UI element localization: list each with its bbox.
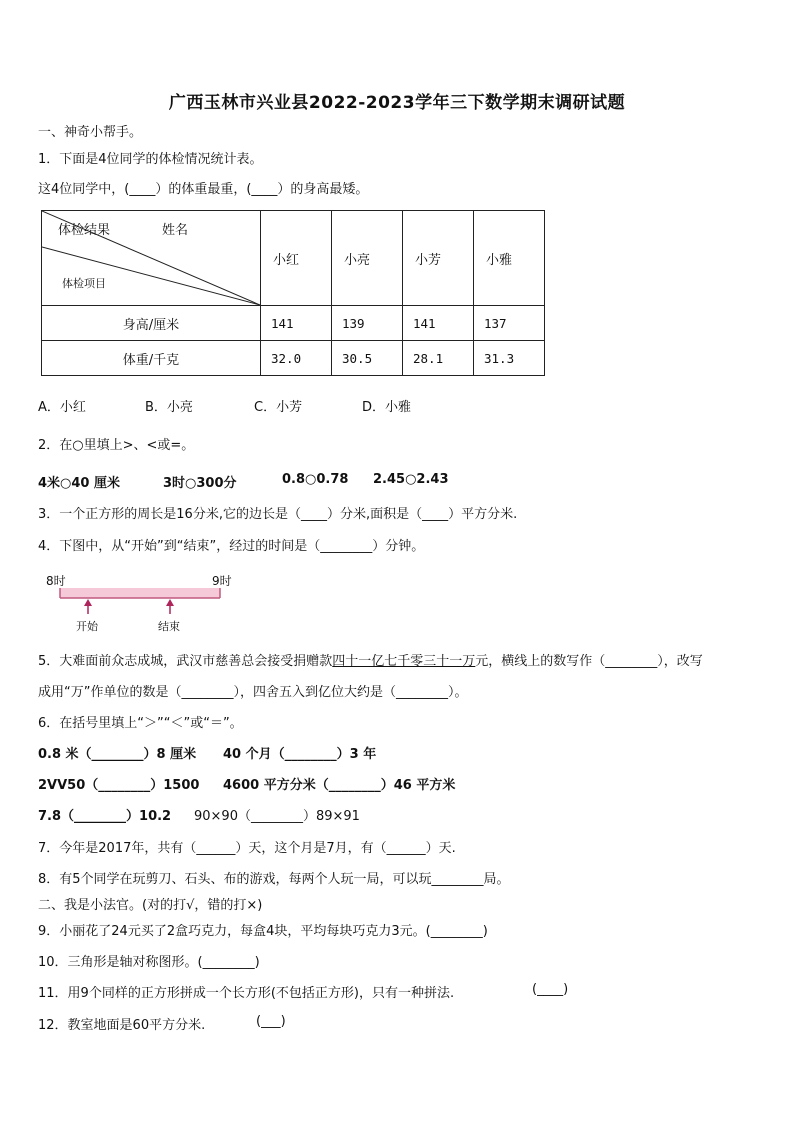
row-label: 体重/千克: [42, 341, 261, 376]
header-item-label: 体检项目: [62, 277, 106, 290]
table-row: [42, 341, 545, 376]
name-cell: 小雅: [474, 211, 545, 306]
question-11: 11．用9个同样的正方形拼成一个长方形(不包括正方形)，只有一种拼法.: [38, 986, 455, 1001]
time-line-diagram: [40, 568, 252, 638]
question-5-line1: [38, 650, 703, 669]
compare-row: 90×90（________）89×91: [194, 809, 360, 824]
compare-row: 7.8（________）10.2: [38, 809, 172, 824]
value-cell: 141: [403, 306, 474, 341]
question-7: 7．今年是2017年，共有（______）天，这个月是7月，有（______）天.: [38, 841, 456, 856]
header-result-label: 体检结果: [58, 223, 111, 238]
question-4-stem: 4．下图中，从“开始”到“结束”，经过的时间是（________）分钟。: [38, 539, 425, 554]
question-6-stem: 6．在括号里填上“＞”“＜”或“＝”。: [38, 716, 243, 731]
compare-item: 4米○40 厘米: [38, 476, 121, 491]
question-10: 10．三角形是轴对称图形。(________): [38, 955, 260, 970]
timeline-right-label: 9时: [212, 574, 232, 588]
question-2-stem: 2．在○里填上>、<或=。: [38, 438, 195, 453]
compare-item: 0.8○0.78: [282, 472, 349, 487]
timeline-start-label: 开始: [76, 620, 98, 633]
question-1-stem: 1．下面是4位同学的体检情况统计表。: [38, 152, 263, 167]
value-cell: 141: [261, 306, 332, 341]
timeline-left-label: 8时: [46, 574, 66, 588]
value-cell: 31.3: [474, 341, 545, 376]
timeline-graphic: [40, 568, 252, 638]
question-9: 9．小丽花了24元买了2盒巧克力，每盒4块，平均每块巧克力3元。(________): [38, 924, 488, 939]
question-12-blank[interactable]: (___): [256, 1014, 286, 1029]
compare-row: 40 个月（________）3 年: [223, 747, 377, 762]
option-d[interactable]: D．小雅: [362, 400, 412, 415]
table-row: [42, 306, 545, 341]
name-cell: 小亮: [332, 211, 403, 306]
value-cell: 137: [474, 306, 545, 341]
question-3: 3．一个正方形的周长是16分米,它的边长是（____）分米,面积是（____）平方分米.: [38, 507, 518, 522]
value-cell: 139: [332, 306, 403, 341]
question-5-post: 元，横线上的数写作（________），改写: [475, 654, 703, 669]
question-11-blank[interactable]: (____): [532, 982, 569, 997]
question-12: 12．教室地面是60平方分米.: [38, 1018, 206, 1033]
value-cell: 30.5: [332, 341, 403, 376]
value-cell: 32.0: [261, 341, 332, 376]
question-1-sub: 这4位同学中，(____）的体重最重，(____）的身高最矮。: [38, 182, 369, 197]
compare-row: 2VV50（________）1500: [38, 778, 200, 793]
option-c[interactable]: C．小芳: [254, 400, 303, 415]
table-diagonal-header: [42, 211, 261, 306]
compare-row: 0.8 米（________）8 厘米: [38, 747, 197, 762]
option-a[interactable]: A．小红: [38, 400, 86, 415]
header-name-label: 姓名: [162, 223, 189, 238]
question-5-underlined: 四十一亿七千零三十一万: [332, 654, 476, 669]
compare-item: 2.45○2.43: [373, 472, 449, 487]
name-cell: 小芳: [403, 211, 474, 306]
section-heading-2: 二、我是小法官。(对的打√，错的打×): [38, 898, 263, 913]
option-b[interactable]: B．小亮: [145, 400, 193, 415]
timeline-end-label: 结束: [158, 620, 180, 633]
question-5-pre: 5．大难面前众志成城，武汉市慈善总会接受捐赠款: [38, 654, 333, 669]
section-heading-1: 一、神奇小帮手。: [38, 125, 143, 140]
compare-item: 3时○300分: [163, 476, 237, 491]
compare-row: 4600 平方分米（________）46 平方米: [223, 778, 456, 793]
health-check-table: [41, 210, 545, 376]
name-cell: 小红: [261, 211, 332, 306]
page-title: 广西玉林市兴业县2022-2023学年三下数学期末调研试题: [168, 93, 626, 113]
value-cell: 28.1: [403, 341, 474, 376]
question-5-line2: 成用“万”作单位的数是（________），四舍五入到亿位大约是（________）。: [38, 685, 468, 700]
row-label: 身高/厘米: [42, 306, 261, 341]
question-8: 8．有5个同学在玩剪刀、石头、布的游戏，每两个人玩一局，可以玩________局。: [38, 872, 510, 887]
